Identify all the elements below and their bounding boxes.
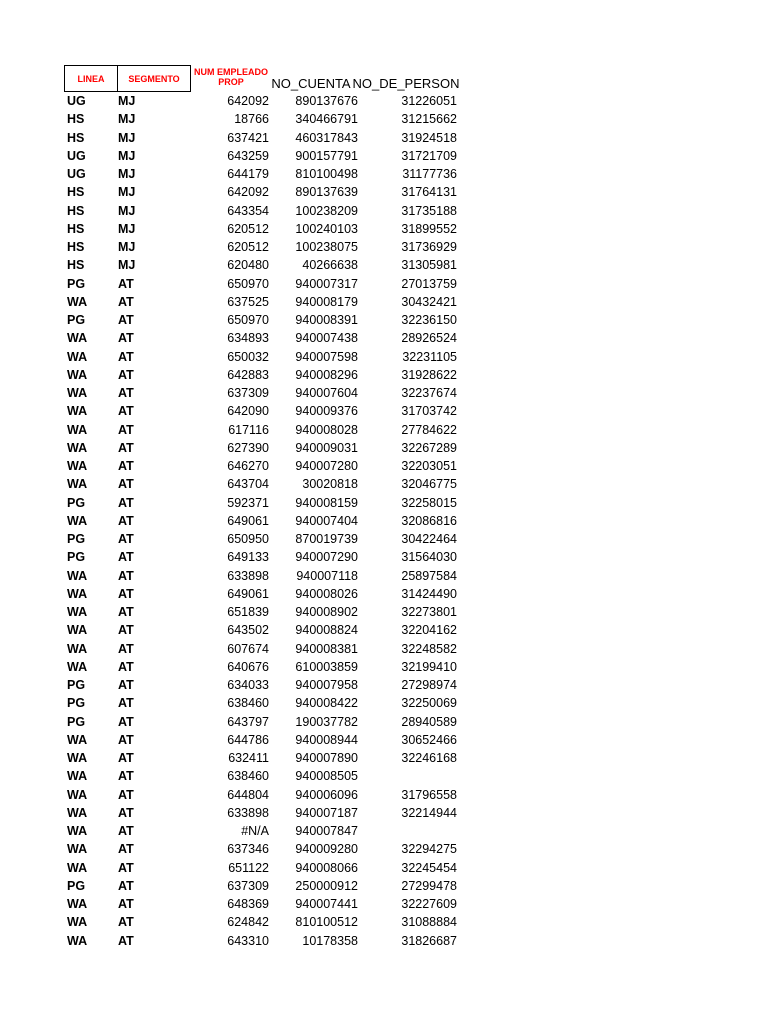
cell-num-empleado[interactable]: 649061 [227, 586, 269, 601]
table-row [64, 275, 464, 293]
cell-num-empleado[interactable]: 637421 [227, 130, 269, 145]
cell-no-cuenta[interactable]: 890137639 [295, 185, 358, 200]
table-row [64, 603, 464, 621]
cell-linea[interactable]: PG [67, 313, 86, 327]
cell-linea[interactable]: HS [67, 258, 85, 273]
cell-linea[interactable]: WA [67, 623, 88, 638]
table-row [64, 895, 464, 913]
cell-no-de-person[interactable]: 32214944 [401, 805, 457, 820]
cell-num-empleado[interactable]: 632411 [228, 751, 269, 765]
table-row [64, 676, 464, 694]
cell-segmento[interactable]: AT [118, 586, 134, 601]
cell-no-cuenta[interactable]: 940007404 [295, 513, 358, 528]
cell-segmento[interactable]: AT [118, 878, 134, 893]
cell-no-cuenta[interactable]: 940009376 [295, 404, 358, 419]
cell-num-empleado[interactable]: 640676 [227, 659, 269, 674]
cell-num-empleado[interactable]: 644804 [227, 787, 269, 802]
cell-no-cuenta[interactable]: 340466791 [295, 112, 358, 127]
cell-segmento[interactable]: AT [118, 440, 134, 455]
cell-no-de-person[interactable]: 32246168 [401, 751, 457, 765]
cell-no-cuenta[interactable]: 940007847 [295, 824, 358, 838]
cell-linea[interactable]: WA [67, 641, 88, 656]
data-rows [64, 92, 464, 950]
table-row [64, 110, 464, 128]
cell-num-empleado[interactable]: 634893 [227, 331, 269, 346]
cell-linea[interactable]: WA [67, 386, 88, 400]
cell-segmento[interactable]: AT [118, 276, 134, 291]
cell-linea[interactable]: PG [67, 678, 86, 692]
cell-no-cuenta[interactable]: 940009031 [295, 440, 358, 455]
table-row [64, 749, 464, 767]
cell-num-empleado[interactable]: 643797 [227, 714, 269, 729]
cell-segmento[interactable]: MJ [118, 185, 136, 200]
cell-segmento[interactable]: MJ [118, 167, 136, 181]
cell-no-cuenta[interactable]: 940008179 [295, 294, 358, 309]
table-row [64, 256, 464, 274]
cell-no-de-person[interactable]: 32250069 [401, 696, 457, 711]
table-row [64, 713, 464, 731]
cell-linea[interactable]: WA [67, 586, 88, 601]
cell-no-de-person[interactable]: 32237674 [401, 386, 457, 400]
table-row [64, 147, 464, 165]
cell-linea[interactable]: WA [67, 404, 88, 419]
table-row [64, 822, 464, 840]
cell-num-empleado[interactable]: 650032 [227, 349, 269, 364]
cell-no-de-person[interactable]: 27299478 [401, 878, 457, 893]
cell-no-de-person[interactable]: 31796558 [401, 787, 457, 802]
cell-no-de-person[interactable]: 27298974 [401, 678, 457, 692]
cell-no-cuenta[interactable]: 940008026 [295, 586, 358, 601]
cell-linea[interactable]: HS [67, 112, 85, 127]
cell-no-cuenta[interactable]: 30020818 [302, 477, 358, 492]
cell-linea[interactable]: HS [67, 240, 85, 254]
cell-num-empleado[interactable]: 642092 [227, 94, 269, 108]
cell-segmento[interactable]: AT [118, 659, 134, 674]
cell-no-cuenta[interactable]: 100240103 [295, 221, 358, 236]
table-row [64, 366, 464, 384]
cell-linea[interactable]: WA [67, 349, 88, 364]
cell-linea[interactable]: PG [67, 276, 86, 291]
cell-no-cuenta[interactable]: 940007118 [296, 568, 358, 583]
cell-segmento[interactable]: AT [118, 915, 134, 930]
cell-no-de-person[interactable]: 25897584 [401, 568, 457, 583]
table-row [64, 384, 464, 402]
cell-no-cuenta[interactable]: 940007187 [295, 805, 358, 820]
cell-no-de-person[interactable]: 32199410 [401, 659, 457, 674]
cell-no-cuenta[interactable]: 940008391 [295, 313, 358, 327]
cell-num-empleado[interactable]: 624842 [227, 915, 269, 930]
table-row [64, 348, 464, 366]
cell-linea[interactable]: WA [67, 477, 88, 492]
header-no-cuenta[interactable]: NO_CUENTA [271, 76, 351, 91]
table-row [64, 220, 464, 238]
cell-segmento[interactable]: AT [118, 769, 134, 784]
cell-no-de-person[interactable]: 32231105 [402, 349, 457, 364]
cell-linea[interactable]: WA [67, 440, 88, 455]
table-row [64, 238, 464, 256]
cell-num-empleado[interactable]: 650950 [227, 532, 269, 546]
cell-num-empleado[interactable]: 642092 [227, 185, 269, 200]
cell-no-cuenta[interactable]: 100238075 [295, 240, 358, 254]
cell-no-cuenta[interactable]: 940007280 [295, 459, 358, 473]
cell-linea[interactable]: WA [67, 805, 88, 820]
cell-segmento[interactable]: AT [118, 495, 134, 510]
table-row [64, 329, 464, 347]
cell-no-de-person[interactable]: 32204162 [401, 623, 457, 638]
cell-no-cuenta[interactable]: 940009280 [295, 842, 358, 857]
cell-linea[interactable]: WA [67, 769, 88, 784]
cell-no-de-person[interactable]: 32227609 [401, 897, 457, 911]
cell-num-empleado[interactable]: 638460 [227, 696, 269, 711]
cell-linea[interactable]: UG [67, 94, 86, 108]
cell-no-cuenta[interactable]: 10178358 [302, 933, 358, 948]
cell-num-empleado[interactable]: 627390 [227, 440, 269, 455]
cell-no-cuenta[interactable]: 940008505 [295, 769, 358, 784]
cell-no-cuenta[interactable]: 940007290 [295, 550, 358, 565]
cell-no-de-person[interactable]: 31088884 [401, 915, 457, 930]
cell-segmento[interactable]: AT [118, 605, 134, 619]
header-num-empleado[interactable]: NUM EMPLEADO PROP [194, 67, 268, 87]
table-row [64, 293, 464, 311]
cell-no-de-person[interactable]: 32086816 [401, 513, 457, 528]
cell-no-cuenta[interactable]: 940007438 [295, 331, 358, 346]
table-row [64, 786, 464, 804]
cell-num-empleado[interactable]: 643502 [227, 623, 269, 638]
header-no-de-person[interactable]: NO_DE_PERSON [352, 76, 460, 91]
cell-num-empleado[interactable]: 637309 [227, 386, 269, 400]
cell-segmento[interactable]: AT [118, 678, 134, 692]
cell-no-de-person[interactable]: 28940589 [401, 714, 457, 729]
cell-segmento[interactable]: MJ [118, 221, 136, 236]
cell-segmento[interactable]: AT [118, 349, 134, 364]
cell-no-de-person[interactable]: 32245454 [401, 860, 457, 875]
cell-linea[interactable]: HS [67, 203, 85, 218]
table-row [64, 932, 464, 950]
table-row [64, 859, 464, 877]
cell-num-empleado[interactable]: 637525 [227, 294, 269, 309]
cell-no-de-person[interactable]: 30422464 [401, 532, 457, 546]
table-row [64, 804, 464, 822]
cell-segmento[interactable]: AT [118, 550, 134, 565]
cell-linea[interactable]: WA [67, 751, 88, 765]
cell-num-empleado[interactable]: 638460 [227, 769, 269, 784]
table-row [64, 311, 464, 329]
table-row [64, 694, 464, 712]
table-row [64, 530, 464, 548]
cell-no-cuenta[interactable]: 940008422 [295, 696, 358, 711]
cell-segmento[interactable]: MJ [118, 240, 136, 254]
cell-linea[interactable]: WA [67, 422, 88, 437]
cell-no-de-person[interactable]: 32294275 [401, 842, 457, 857]
cell-linea[interactable]: WA [67, 915, 88, 930]
cell-num-empleado[interactable]: 592371 [227, 495, 269, 510]
cell-num-empleado[interactable]: 643704 [227, 477, 269, 492]
cell-no-cuenta[interactable]: 810100498 [295, 167, 358, 181]
cell-no-cuenta[interactable]: 610003859 [295, 659, 358, 674]
table-row [64, 129, 464, 147]
cell-linea[interactable]: WA [67, 824, 88, 838]
cell-segmento[interactable]: AT [118, 897, 134, 911]
table-row [64, 658, 464, 676]
table-row [64, 877, 464, 895]
cell-num-empleado[interactable]: 633898 [227, 805, 269, 820]
cell-segmento[interactable]: MJ [118, 94, 136, 108]
cell-no-cuenta[interactable]: 940007598 [295, 349, 358, 364]
cell-segmento[interactable]: AT [118, 513, 134, 528]
cell-no-de-person[interactable]: 31215662 [401, 112, 457, 127]
cell-linea[interactable]: WA [67, 732, 88, 747]
table-row [64, 621, 464, 639]
cell-no-de-person[interactable]: 31899552 [401, 221, 457, 236]
cell-no-de-person[interactable]: 32258015 [401, 495, 457, 510]
cell-linea[interactable]: WA [67, 459, 88, 473]
cell-linea[interactable]: PG [67, 714, 86, 729]
table-row [64, 640, 464, 658]
table-row [64, 457, 464, 475]
cell-segmento[interactable]: AT [118, 367, 134, 382]
cell-linea[interactable]: PG [67, 532, 86, 546]
table-row [64, 913, 464, 931]
cell-linea[interactable]: WA [67, 605, 88, 619]
cell-no-de-person[interactable]: 32046775 [401, 477, 457, 492]
cell-no-cuenta[interactable]: 940007441 [295, 897, 358, 911]
cell-num-empleado[interactable]: 18766 [234, 112, 269, 127]
cell-num-empleado[interactable]: 643354 [227, 203, 269, 218]
table-row [64, 731, 464, 749]
cell-linea[interactable]: PG [67, 550, 86, 565]
cell-no-de-person[interactable]: 31424490 [401, 586, 457, 601]
cell-num-empleado[interactable]: 620480 [227, 258, 269, 273]
table-row [64, 202, 464, 220]
cell-no-cuenta[interactable]: 940008381 [295, 641, 358, 656]
table-row [64, 512, 464, 530]
cell-num-empleado[interactable]: 648369 [227, 897, 269, 911]
cell-num-empleado[interactable]: 649133 [227, 550, 269, 565]
spreadsheet [64, 65, 464, 950]
cell-segmento[interactable]: AT [118, 714, 134, 729]
cell-no-cuenta[interactable]: 940008296 [295, 367, 358, 382]
cell-num-empleado[interactable]: 642883 [227, 367, 269, 382]
cell-linea[interactable]: WA [67, 568, 88, 583]
cell-linea[interactable]: WA [67, 787, 88, 802]
cell-linea[interactable]: WA [67, 659, 88, 674]
cell-linea[interactable]: WA [67, 294, 88, 309]
cell-num-empleado[interactable]: 642090 [227, 404, 269, 419]
cell-num-empleado[interactable]: 651839 [227, 605, 269, 619]
cell-num-empleado[interactable]: 644179 [227, 167, 269, 181]
cell-segmento[interactable]: AT [118, 294, 134, 309]
cell-segmento[interactable]: AT [118, 568, 134, 583]
cell-no-de-person[interactable]: 31703742 [401, 404, 457, 419]
cell-segmento[interactable]: AT [118, 532, 134, 546]
cell-num-empleado[interactable]: 651122 [228, 860, 269, 875]
table-row [64, 165, 464, 183]
table-row [64, 475, 464, 493]
cell-linea[interactable]: UG [67, 167, 86, 181]
cell-segmento[interactable]: AT [118, 331, 134, 346]
cell-segmento[interactable]: AT [118, 477, 134, 492]
cell-linea[interactable]: HS [67, 130, 85, 145]
header-segmento[interactable]: SEGMENTO [117, 65, 191, 92]
cell-no-cuenta[interactable]: 940008824 [295, 623, 358, 638]
cell-no-de-person[interactable]: 31226051 [401, 94, 457, 108]
cell-no-de-person[interactable]: 31928622 [401, 367, 457, 382]
cell-no-de-person[interactable]: 28926524 [401, 331, 457, 346]
cell-no-de-person[interactable]: 27784622 [401, 422, 457, 437]
cell-no-de-person[interactable]: 31764131 [401, 185, 457, 200]
cell-no-cuenta[interactable]: 460317843 [295, 130, 358, 145]
cell-linea[interactable]: HS [67, 185, 85, 200]
cell-linea[interactable]: WA [67, 331, 88, 346]
cell-linea[interactable]: WA [67, 860, 88, 875]
cell-num-empleado[interactable]: 650970 [227, 276, 269, 291]
cell-num-empleado[interactable]: 637346 [227, 842, 269, 857]
cell-no-de-person[interactable]: 31826687 [401, 933, 457, 948]
cell-no-de-person[interactable]: 27013759 [401, 276, 457, 291]
cell-num-empleado[interactable]: 607674 [227, 641, 269, 656]
cell-no-cuenta[interactable]: 900157791 [295, 148, 358, 163]
cell-no-cuenta[interactable]: 940008944 [295, 732, 358, 747]
cell-segmento[interactable]: AT [118, 459, 134, 473]
cell-num-empleado[interactable]: 643259 [227, 148, 269, 163]
cell-no-de-person[interactable]: 32267289 [401, 440, 457, 455]
cell-segmento[interactable]: AT [118, 623, 134, 638]
cell-num-empleado[interactable]: 620512 [227, 240, 269, 254]
cell-no-cuenta[interactable]: 940007604 [295, 386, 358, 400]
cell-segmento[interactable]: MJ [118, 148, 136, 163]
cell-num-empleado[interactable]: 643310 [227, 933, 269, 948]
cell-num-empleado[interactable]: 649061 [227, 513, 269, 528]
cell-linea[interactable]: WA [67, 933, 88, 948]
cell-linea[interactable]: PG [67, 495, 86, 510]
cell-segmento[interactable]: MJ [118, 258, 136, 273]
table-row [64, 767, 464, 785]
cell-linea[interactable]: UG [67, 148, 86, 163]
cell-no-de-person[interactable]: 31736929 [401, 240, 457, 254]
cell-segmento[interactable]: MJ [118, 130, 136, 145]
table-row [64, 421, 464, 439]
cell-linea[interactable]: WA [67, 367, 88, 382]
cell-num-empleado[interactable]: 644786 [227, 732, 269, 747]
cell-segmento[interactable]: AT [118, 824, 134, 838]
table-row [64, 494, 464, 512]
cell-no-de-person[interactable]: 31177736 [402, 167, 457, 181]
cell-segmento[interactable]: AT [118, 696, 134, 711]
cell-segmento[interactable]: AT [118, 422, 134, 437]
cell-segmento[interactable]: AT [118, 404, 134, 419]
cell-linea[interactable]: PG [67, 696, 86, 711]
table-row [64, 840, 464, 858]
cell-no-de-person[interactable]: 31305981 [401, 258, 457, 273]
cell-no-de-person[interactable]: 32203051 [401, 459, 457, 473]
cell-segmento[interactable]: AT [118, 805, 134, 820]
cell-num-empleado[interactable]: 637309 [227, 878, 269, 893]
cell-linea[interactable]: WA [67, 842, 88, 857]
table-row [64, 585, 464, 603]
cell-no-cuenta[interactable]: 940007317 [295, 276, 358, 291]
table-row [64, 183, 464, 201]
cell-num-empleado[interactable]: 620512 [227, 221, 269, 236]
cell-no-de-person[interactable]: 30652466 [401, 732, 457, 747]
cell-no-cuenta[interactable]: 190037782 [295, 714, 358, 729]
cell-no-cuenta[interactable]: 940006096 [295, 787, 358, 802]
cell-no-de-person[interactable]: 31721709 [401, 148, 457, 163]
cell-no-de-person[interactable]: 32236150 [401, 313, 457, 327]
cell-no-de-person[interactable]: 30432421 [401, 294, 457, 309]
cell-no-cuenta[interactable]: 810100512 [295, 915, 358, 930]
cell-segmento[interactable]: AT [118, 842, 134, 857]
cell-linea[interactable]: HS [67, 221, 85, 236]
cell-segmento[interactable]: AT [118, 313, 134, 327]
cell-num-empleado[interactable]: 650970 [227, 313, 269, 327]
cell-segmento[interactable]: AT [118, 860, 134, 875]
cell-segmento[interactable]: AT [118, 933, 134, 948]
table-row [64, 402, 464, 420]
cell-num-empleado[interactable]: 646270 [227, 459, 269, 473]
cell-no-cuenta[interactable]: 940008066 [295, 860, 358, 875]
cell-no-de-person[interactable]: 32248582 [401, 641, 457, 656]
cell-num-empleado[interactable]: 617116 [228, 422, 269, 437]
cell-linea[interactable]: WA [67, 897, 88, 911]
table-row [64, 567, 464, 585]
cell-no-de-person[interactable]: 31924518 [401, 130, 457, 145]
cell-no-cuenta[interactable]: 940007958 [295, 678, 358, 692]
cell-no-cuenta[interactable]: 940008028 [295, 422, 358, 437]
cell-no-de-person[interactable]: 31564030 [401, 550, 457, 565]
cell-no-cuenta[interactable]: 870019739 [295, 532, 358, 546]
cell-num-empleado[interactable]: 634033 [227, 678, 269, 692]
cell-segmento[interactable]: AT [118, 751, 134, 765]
cell-num-empleado[interactable]: #N/A [241, 824, 269, 838]
header-linea[interactable]: LINEA [64, 65, 118, 92]
cell-segmento[interactable]: AT [118, 787, 134, 802]
cell-no-cuenta[interactable]: 940008902 [295, 605, 358, 619]
cell-segmento[interactable]: AT [118, 732, 134, 747]
table-row [64, 548, 464, 566]
cell-segmento[interactable]: AT [118, 386, 134, 400]
cell-segmento[interactable]: AT [118, 641, 134, 656]
cell-segmento[interactable]: MJ [118, 112, 136, 127]
table-row [64, 439, 464, 457]
cell-no-cuenta[interactable]: 890137676 [295, 94, 358, 108]
cell-no-de-person[interactable]: 32273801 [401, 605, 457, 619]
cell-linea[interactable]: PG [67, 878, 86, 893]
cell-no-cuenta[interactable]: 940007890 [295, 751, 358, 765]
cell-no-cuenta[interactable]: 100238209 [295, 203, 358, 218]
cell-no-cuenta[interactable]: 250000912 [295, 878, 358, 893]
cell-num-empleado[interactable]: 633898 [227, 568, 269, 583]
cell-no-de-person[interactable]: 31735188 [401, 203, 457, 218]
cell-no-cuenta[interactable]: 940008159 [295, 495, 358, 510]
cell-linea[interactable]: WA [67, 513, 88, 528]
cell-segmento[interactable]: MJ [118, 203, 136, 218]
cell-no-cuenta[interactable]: 40266638 [302, 258, 358, 273]
header-row [64, 65, 464, 92]
table-row [64, 92, 464, 110]
